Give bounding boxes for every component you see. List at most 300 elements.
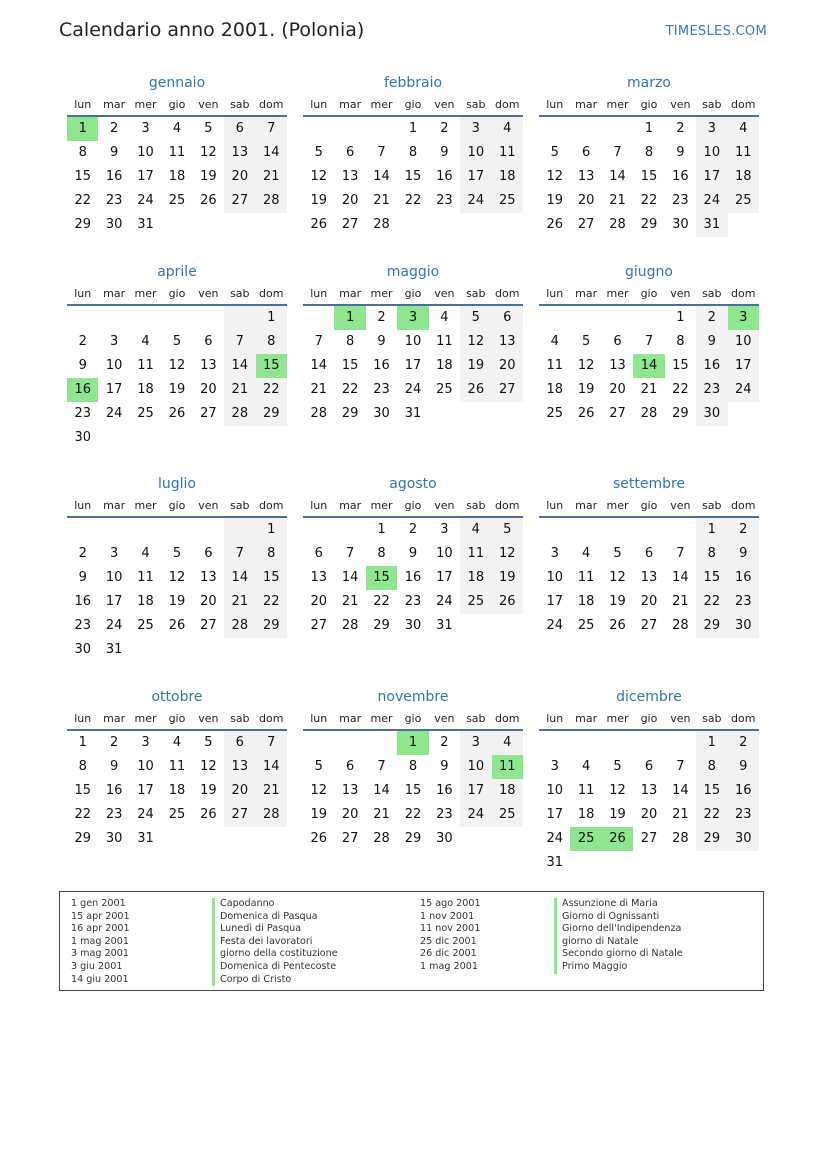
holiday-name: Festa dei lavoratori bbox=[212, 936, 338, 949]
day-cell: 17 bbox=[460, 165, 491, 189]
day-cell: 26 bbox=[168, 618, 186, 633]
day-cell: 21 bbox=[224, 378, 255, 402]
day-cell: 29 bbox=[256, 402, 287, 426]
day-cell: 14 bbox=[341, 570, 359, 585]
day-cell: 6 bbox=[204, 546, 213, 561]
day-cell: 2 bbox=[696, 306, 727, 330]
week-row bbox=[303, 354, 523, 378]
day-cell: 23 bbox=[672, 193, 689, 208]
week-row bbox=[303, 614, 523, 638]
day-cell: 14 bbox=[256, 755, 287, 779]
empty-cell bbox=[161, 518, 192, 542]
day-cell: 26 bbox=[310, 831, 327, 846]
empty-cell bbox=[633, 518, 664, 542]
day-cell: 5 bbox=[314, 759, 323, 774]
week-row bbox=[303, 827, 523, 851]
day-cell: 7 bbox=[644, 334, 654, 349]
day-cell: 11 bbox=[137, 358, 154, 373]
month-aprile bbox=[67, 261, 287, 450]
day-cell: 13 bbox=[341, 169, 359, 184]
weekday-label: mar bbox=[339, 286, 362, 300]
holiday-name: Giorno di Ognissanti bbox=[554, 911, 683, 924]
day-cell: 21 bbox=[373, 807, 390, 822]
day-cell: 22 bbox=[672, 382, 689, 397]
day-cell: 2 bbox=[109, 735, 119, 750]
day-cell: 12 bbox=[577, 358, 595, 373]
day-cell: 27 bbox=[577, 217, 595, 232]
weekday-header bbox=[67, 283, 287, 303]
week-row bbox=[67, 306, 287, 330]
day-cell: 15 bbox=[74, 783, 91, 798]
day-cell: 6 bbox=[613, 334, 622, 349]
day-cell: 2 bbox=[440, 121, 449, 136]
weekday-header bbox=[303, 708, 523, 728]
day-cell: 8 bbox=[377, 546, 386, 561]
weekday-label: gio bbox=[168, 711, 186, 725]
day-cell: 16 bbox=[436, 169, 453, 184]
day-cell: 1 bbox=[696, 518, 727, 542]
day-cell: 23 bbox=[404, 594, 422, 609]
day-cell: 26 bbox=[310, 217, 327, 232]
week-row bbox=[67, 426, 287, 450]
day-cell: 21 bbox=[224, 590, 255, 614]
day-cell: 26 bbox=[546, 217, 563, 232]
weekday-label: ven bbox=[198, 498, 219, 512]
weekday-label: mer bbox=[134, 711, 157, 725]
month-name: novembre bbox=[377, 689, 449, 705]
day-cell: 20 bbox=[609, 382, 626, 397]
day-cell: 7 bbox=[345, 546, 355, 561]
day-cell: 2 bbox=[109, 121, 119, 136]
empty-cell bbox=[460, 827, 491, 851]
week-row bbox=[67, 590, 287, 614]
day-cell: 1 bbox=[408, 121, 418, 136]
brand-link[interactable]: TIMESLES.COM bbox=[665, 24, 767, 39]
empty-cell bbox=[366, 731, 397, 755]
day-cell: 25 bbox=[546, 406, 563, 421]
empty-cell bbox=[602, 117, 633, 141]
weekday-label: lun bbox=[74, 711, 92, 725]
day-cell: 20 bbox=[640, 807, 658, 822]
day-cell: 11 bbox=[492, 141, 523, 165]
weekday-label: mer bbox=[370, 97, 393, 111]
day-cell: 12 bbox=[460, 330, 491, 354]
weekday-label: gio bbox=[640, 286, 658, 300]
weekday-header bbox=[303, 283, 523, 303]
week-row bbox=[67, 542, 287, 566]
day-cell: 14 bbox=[373, 783, 390, 798]
day-cell: 10 bbox=[137, 759, 154, 774]
weekday-label: gio bbox=[404, 498, 422, 512]
weekday-label: lun bbox=[546, 97, 564, 111]
day-cell: 16 bbox=[672, 169, 689, 184]
month-giugno bbox=[539, 261, 759, 426]
weekday-label: sab bbox=[466, 286, 486, 300]
day-cell: 11 bbox=[577, 783, 595, 798]
day-cell: 10 bbox=[696, 141, 727, 165]
empty-cell bbox=[696, 851, 727, 875]
week-row bbox=[67, 803, 287, 827]
week-row bbox=[303, 542, 523, 566]
month-name: agosto bbox=[389, 476, 437, 492]
day-cell: 23 bbox=[696, 378, 727, 402]
day-cell: 3 bbox=[109, 546, 119, 561]
day-cell: 17 bbox=[460, 779, 491, 803]
weekday-label: mar bbox=[103, 711, 126, 725]
day-cell: 6 bbox=[581, 145, 591, 160]
legend-names-right bbox=[554, 898, 683, 974]
weekday-label: sab bbox=[702, 711, 722, 725]
day-cell: 1 bbox=[397, 731, 428, 755]
legend-dates-right bbox=[420, 898, 481, 974]
month-name: dicembre bbox=[616, 689, 682, 705]
day-cell: 12 bbox=[168, 570, 186, 585]
day-cell: 30 bbox=[728, 827, 759, 851]
weekday-label: dom bbox=[731, 286, 756, 300]
week-row bbox=[67, 213, 287, 237]
weekday-label: lun bbox=[546, 711, 564, 725]
week-row bbox=[303, 566, 523, 590]
empty-cell bbox=[303, 518, 334, 542]
week-row bbox=[67, 614, 287, 638]
week-row bbox=[67, 378, 287, 402]
empty-cell bbox=[570, 851, 601, 875]
day-cell: 12 bbox=[310, 169, 327, 184]
month-ottobre bbox=[67, 686, 287, 851]
weekday-label: sab bbox=[702, 498, 722, 512]
holiday-name: Corpo di Cristo bbox=[212, 974, 338, 987]
month-maggio bbox=[303, 261, 523, 426]
day-cell: 29 bbox=[373, 618, 390, 633]
day-cell: 31 bbox=[105, 642, 123, 657]
day-cell: 1 bbox=[676, 310, 685, 325]
month-gennaio bbox=[67, 72, 287, 237]
day-cell: 7 bbox=[676, 546, 685, 561]
day-cell: 19 bbox=[310, 193, 327, 208]
week-row bbox=[67, 402, 287, 426]
day-cell: 7 bbox=[224, 542, 255, 566]
empty-cell bbox=[728, 851, 759, 875]
weekday-label: lun bbox=[310, 97, 328, 111]
weekday-label: sab bbox=[230, 286, 250, 300]
day-cell: 3 bbox=[397, 306, 428, 330]
week-row bbox=[539, 117, 759, 141]
week-row bbox=[539, 378, 759, 402]
weekday-label: dom bbox=[259, 498, 284, 512]
week-row bbox=[303, 189, 523, 213]
holiday-date: 26 dic 2001 bbox=[420, 948, 477, 960]
week-row bbox=[303, 306, 523, 330]
day-cell: 2 bbox=[377, 310, 386, 325]
holiday-name: Secondo giorno di Natale bbox=[554, 948, 683, 961]
day-cell: 7 bbox=[314, 334, 323, 349]
weekday-header bbox=[539, 94, 759, 114]
weekday-label: dom bbox=[731, 97, 756, 111]
empty-cell bbox=[429, 402, 460, 426]
day-cell: 25 bbox=[728, 189, 759, 213]
day-cell: 24 bbox=[404, 382, 422, 397]
day-cell: 11 bbox=[436, 334, 453, 349]
day-cell: 12 bbox=[168, 358, 186, 373]
day-cell: 2 bbox=[78, 546, 87, 561]
day-cell: 7 bbox=[256, 117, 287, 141]
day-cell: 30 bbox=[672, 217, 689, 232]
day-cell: 22 bbox=[256, 590, 287, 614]
day-cell: 20 bbox=[200, 594, 217, 609]
day-cell: 26 bbox=[200, 807, 217, 822]
day-cell: 3 bbox=[109, 334, 119, 349]
day-cell: 11 bbox=[168, 759, 186, 774]
empty-cell bbox=[602, 306, 633, 330]
weekday-label: mer bbox=[606, 711, 629, 725]
day-cell: 6 bbox=[345, 759, 355, 774]
day-cell: 24 bbox=[546, 831, 563, 846]
weekday-label: mer bbox=[370, 498, 393, 512]
day-cell: 20 bbox=[640, 594, 658, 609]
day-cell: 24 bbox=[546, 618, 563, 633]
day-cell: 24 bbox=[460, 189, 491, 213]
empty-cell bbox=[161, 827, 192, 851]
day-cell: 10 bbox=[460, 755, 491, 779]
day-cell: 30 bbox=[373, 406, 390, 421]
day-cell: 24 bbox=[137, 193, 154, 208]
day-cell: 12 bbox=[200, 759, 217, 774]
day-cell: 17 bbox=[546, 594, 563, 609]
day-cell: 16 bbox=[728, 779, 759, 803]
day-cell: 1 bbox=[67, 117, 98, 141]
week-row bbox=[303, 803, 523, 827]
day-cell: 28 bbox=[256, 803, 287, 827]
day-cell: 22 bbox=[404, 193, 422, 208]
empty-cell bbox=[492, 402, 523, 426]
day-cell: 18 bbox=[436, 358, 453, 373]
day-cell: 16 bbox=[404, 570, 422, 585]
day-cell: 3 bbox=[696, 117, 727, 141]
weekday-label: sab bbox=[702, 286, 722, 300]
day-cell: 25 bbox=[137, 618, 154, 633]
day-cell: 27 bbox=[492, 378, 523, 402]
month-name: gennaio bbox=[148, 75, 206, 91]
holiday-name: Assunzione di Maria bbox=[554, 898, 683, 911]
weekday-header bbox=[303, 94, 523, 114]
day-cell: 27 bbox=[341, 217, 359, 232]
weekday-label: dom bbox=[495, 286, 520, 300]
day-cell: 10 bbox=[460, 141, 491, 165]
day-cell: 1 bbox=[334, 306, 365, 330]
day-cell: 2 bbox=[440, 735, 449, 750]
weekday-label: mar bbox=[575, 97, 598, 111]
week-row bbox=[539, 354, 759, 378]
day-cell: 10 bbox=[728, 330, 759, 354]
holiday-date: 15 ago 2001 bbox=[420, 898, 481, 909]
day-cell: 6 bbox=[224, 117, 255, 141]
week-row bbox=[67, 141, 287, 165]
day-cell: 17 bbox=[137, 169, 154, 184]
day-cell: 8 bbox=[408, 145, 418, 160]
day-cell: 22 bbox=[640, 193, 658, 208]
holiday-name: giorno di Natale bbox=[554, 936, 683, 949]
day-cell: 14 bbox=[224, 566, 255, 590]
empty-cell bbox=[539, 306, 570, 330]
day-cell: 10 bbox=[404, 334, 422, 349]
empty-cell bbox=[539, 731, 570, 755]
weekday-label: lun bbox=[74, 498, 92, 512]
day-cell: 19 bbox=[200, 169, 217, 184]
day-cell: 31 bbox=[137, 217, 154, 232]
weekday-label: gio bbox=[640, 711, 658, 725]
month-name: settembre bbox=[612, 476, 686, 492]
day-cell: 31 bbox=[546, 855, 563, 870]
week-row bbox=[539, 566, 759, 590]
holiday-date: 1 mag 2001 bbox=[71, 935, 129, 947]
day-cell: 11 bbox=[460, 542, 491, 566]
day-cell: 24 bbox=[460, 803, 491, 827]
empty-cell bbox=[602, 518, 633, 542]
week-row bbox=[539, 614, 759, 638]
day-cell: 25 bbox=[137, 406, 154, 421]
day-cell: 19 bbox=[577, 382, 595, 397]
weekday-label: gio bbox=[168, 97, 186, 111]
weekday-header bbox=[539, 708, 759, 728]
week-row bbox=[539, 165, 759, 189]
month-marzo bbox=[539, 72, 759, 237]
day-cell: 30 bbox=[105, 831, 123, 846]
day-cell: 20 bbox=[224, 165, 255, 189]
day-cell: 28 bbox=[672, 831, 689, 846]
weekday-label: sab bbox=[230, 498, 250, 512]
holiday-date: 14 giu 2001 bbox=[71, 973, 129, 985]
holiday-name: Capodanno bbox=[212, 898, 338, 911]
week-row bbox=[539, 141, 759, 165]
weekday-label: gio bbox=[404, 711, 422, 725]
day-cell: 24 bbox=[728, 378, 759, 402]
day-cell: 28 bbox=[373, 831, 390, 846]
day-cell: 26 bbox=[460, 378, 491, 402]
weekday-label: gio bbox=[404, 97, 422, 111]
empty-cell bbox=[602, 731, 633, 755]
day-cell: 13 bbox=[577, 169, 595, 184]
day-cell: 23 bbox=[74, 406, 91, 421]
day-cell: 20 bbox=[310, 594, 327, 609]
week-row bbox=[67, 117, 287, 141]
day-cell: 9 bbox=[408, 546, 418, 561]
day-cell: 13 bbox=[224, 141, 255, 165]
day-cell: 20 bbox=[200, 382, 217, 397]
weekday-label: mar bbox=[103, 97, 126, 111]
empty-cell bbox=[303, 731, 334, 755]
empty-cell bbox=[570, 731, 601, 755]
day-cell: 8 bbox=[696, 755, 727, 779]
day-cell: 8 bbox=[345, 334, 355, 349]
day-cell: 4 bbox=[581, 759, 591, 774]
day-cell: 12 bbox=[200, 145, 217, 160]
day-cell: 9 bbox=[109, 145, 119, 160]
weekday-label: ven bbox=[434, 498, 455, 512]
day-cell: 14 bbox=[672, 570, 689, 585]
day-cell: 4 bbox=[141, 546, 150, 561]
weekday-label: mar bbox=[339, 498, 362, 512]
day-cell: 15 bbox=[640, 169, 658, 184]
day-cell: 1 bbox=[696, 731, 727, 755]
day-cell: 23 bbox=[728, 803, 759, 827]
weekday-label: dom bbox=[259, 711, 284, 725]
day-cell: 21 bbox=[256, 165, 287, 189]
day-cell: 19 bbox=[310, 807, 327, 822]
day-cell: 15 bbox=[696, 566, 727, 590]
day-cell: 1 bbox=[377, 522, 386, 537]
empty-cell bbox=[130, 426, 161, 450]
week-row bbox=[539, 213, 759, 237]
day-cell: 8 bbox=[78, 759, 87, 774]
empty-cell bbox=[492, 827, 523, 851]
month-name: aprile bbox=[157, 264, 197, 280]
day-cell: 30 bbox=[404, 618, 422, 633]
weekday-header bbox=[67, 495, 287, 515]
empty-cell bbox=[570, 306, 601, 330]
day-cell: 21 bbox=[640, 382, 658, 397]
day-cell: 10 bbox=[105, 570, 123, 585]
holiday-date: 15 apr 2001 bbox=[71, 910, 130, 922]
day-cell: 31 bbox=[696, 213, 727, 237]
day-cell: 29 bbox=[74, 217, 91, 232]
empty-cell bbox=[130, 306, 161, 330]
day-cell: 4 bbox=[550, 334, 559, 349]
day-cell: 18 bbox=[728, 165, 759, 189]
day-cell: 12 bbox=[609, 783, 626, 798]
week-row bbox=[303, 141, 523, 165]
weekday-header bbox=[539, 495, 759, 515]
day-cell: 29 bbox=[696, 614, 727, 638]
weekday-label: ven bbox=[434, 286, 455, 300]
weekday-label: dom bbox=[731, 498, 756, 512]
holiday-name: giorno della costituzione bbox=[212, 948, 338, 961]
day-cell: 7 bbox=[613, 145, 622, 160]
day-cell: 20 bbox=[492, 354, 523, 378]
day-cell: 13 bbox=[200, 570, 217, 585]
day-cell: 18 bbox=[492, 165, 523, 189]
day-cell: 10 bbox=[105, 358, 123, 373]
day-cell: 17 bbox=[696, 165, 727, 189]
day-cell: 26 bbox=[200, 193, 217, 208]
day-cell: 2 bbox=[676, 121, 685, 136]
empty-cell bbox=[539, 518, 570, 542]
empty-cell bbox=[492, 213, 523, 237]
day-cell: 15 bbox=[404, 169, 422, 184]
day-cell: 26 bbox=[609, 618, 626, 633]
day-cell: 12 bbox=[492, 542, 523, 566]
weekday-label: sab bbox=[230, 711, 250, 725]
day-cell: 9 bbox=[377, 334, 386, 349]
day-cell: 6 bbox=[492, 306, 523, 330]
empty-cell bbox=[665, 518, 696, 542]
day-cell: 24 bbox=[105, 406, 123, 421]
empty-cell bbox=[334, 117, 365, 141]
day-cell: 21 bbox=[256, 779, 287, 803]
day-cell: 2 bbox=[408, 522, 418, 537]
day-cell: 9 bbox=[440, 145, 449, 160]
day-cell: 10 bbox=[546, 783, 563, 798]
day-cell: 28 bbox=[341, 618, 359, 633]
day-cell: 6 bbox=[345, 145, 355, 160]
day-cell: 18 bbox=[577, 594, 595, 609]
day-cell: 30 bbox=[696, 402, 727, 426]
day-cell: 27 bbox=[640, 831, 658, 846]
day-cell: 22 bbox=[696, 803, 727, 827]
day-cell: 21 bbox=[672, 594, 689, 609]
day-cell: 11 bbox=[137, 570, 154, 585]
empty-cell bbox=[161, 306, 192, 330]
day-cell: 29 bbox=[256, 614, 287, 638]
